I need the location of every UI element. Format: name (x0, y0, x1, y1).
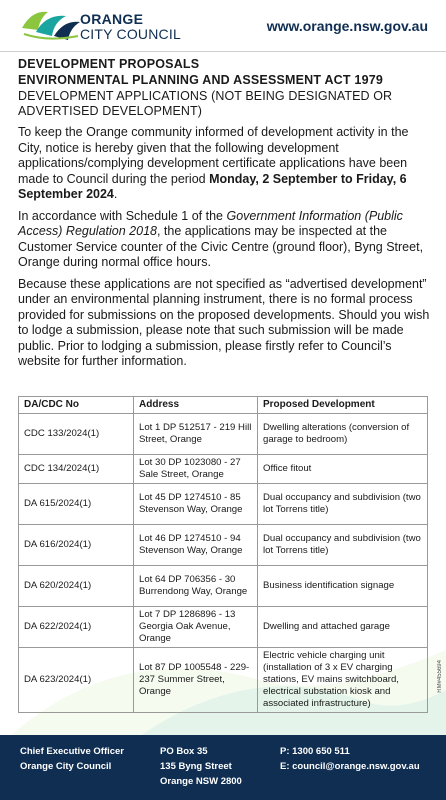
application-address: Lot 1 DP 512517 - 219 Hill Street, Orange (134, 414, 258, 455)
application-address: Lot 30 DP 1023080 - 27 Sale Street, Orange (134, 455, 258, 484)
website-link[interactable]: www.orange.nsw.gov.au (266, 18, 428, 34)
table-row (19, 607, 428, 648)
column-header-address: Address (134, 397, 258, 414)
application-number: DA 616/2024(1) (19, 525, 134, 566)
application-address: Lot 46 DP 1274510 - 94 Stevenson Way, Orange (134, 525, 258, 566)
paragraph-intro (18, 125, 430, 203)
proposed-development: Dwelling and attached garage (258, 607, 428, 648)
application-number: CDC 133/2024(1) (19, 414, 134, 455)
intro-end: . (113, 187, 118, 201)
footer-address (160, 744, 242, 789)
logo-text (80, 12, 181, 41)
act-heading: ENVIRONMENTAL PLANNING AND ASSESSMENT ACT 1979 (18, 73, 384, 87)
table-row (19, 525, 428, 566)
signatory-org: Orange City Council (20, 761, 112, 772)
paragraph-submissions: Because these applications are not specified as “advertised development” under an environmental planning instrument, there is no formal process provided for submissions on the proposed developments. Should you wish to lodge a submission, please note that such submission will be made public. Prior to lodging a submission, please firstly refer to Council’s website for further information. (18, 276, 430, 368)
phone-number[interactable]: P: 1300 650 511 (280, 746, 350, 757)
application-address: Lot 64 DP 706356 - 30 Burrendong Way, Orange (134, 566, 258, 607)
footer-signatory (20, 744, 124, 774)
proposed-development: Dwelling alterations (conversion of garage to bedroom) (258, 414, 428, 455)
footer-contact (280, 744, 420, 774)
notice-period: Monday, 2 September to Friday, 6 September 2024 (18, 171, 407, 201)
header (0, 0, 446, 52)
regulation-name: Government Information (Public Access) Regulation 2018 (18, 208, 403, 238)
notice-heading: DEVELOPMENT PROPOSALS (18, 57, 200, 71)
email-address[interactable]: E: council@orange.nsw.gov.au (280, 761, 420, 772)
logo-line-1: ORANGE (80, 11, 144, 27)
table-header-row (19, 397, 428, 414)
proposed-development: Business identification signage (258, 566, 428, 607)
proposed-development: Office fitout (258, 455, 428, 484)
column-header-number: DA/CDC No (19, 397, 134, 414)
suburb-postcode: Orange NSW 2800 (160, 776, 242, 787)
inspection-end: , the applications may be inspected at the Customer Service counter of the Civic Centre (ground floor), Byng Street, Orange during normal office hours. (18, 224, 424, 269)
table-row (19, 566, 428, 607)
applications-table-wrapper (18, 396, 428, 713)
table-row (19, 648, 428, 713)
application-number: CDC 134/2024(1) (19, 455, 134, 484)
proposed-development: Electric vehicle charging unit (installation of 3 x EV charging stations, EV mains switchboard, electrical substation kiosk and associated infrastructure) (258, 648, 428, 713)
po-box: PO Box 35 (160, 746, 208, 757)
intro-text: To keep the Orange community informed of development activity in the City, notice is hereby given that the following development applications/complying development certificate applications have been made to Council during the period (18, 125, 409, 186)
notice-body (18, 56, 430, 370)
application-address: Lot 7 DP 1286896 - 13 Georgia Oak Avenue, Orange (134, 607, 258, 648)
applications-table (18, 396, 428, 713)
application-address: Lot 87 DP 1005548 - 229-237 Summer Street, Orange (134, 648, 258, 713)
paragraph-inspection (18, 209, 430, 271)
column-header-development: Proposed Development (258, 397, 428, 414)
application-number: DA 615/2024(1) (19, 484, 134, 525)
proposed-development: Dual occupancy and subdivision (two lot Torrens title) (258, 525, 428, 566)
reference-code: RM#455694 (437, 660, 443, 693)
logo-line-2: CITY COUNCIL (80, 26, 181, 42)
table-row (19, 455, 428, 484)
application-number: DA 622/2024(1) (19, 607, 134, 648)
application-address: Lot 45 DP 1274510 - 85 Stevenson Way, Orange (134, 484, 258, 525)
inspection-start: In accordance with Schedule 1 of the (18, 208, 227, 223)
notice-subheading: DEVELOPMENT APPLICATIONS (NOT BEING DESIGNATED OR ADVERTISED DEVELOPMENT) (18, 89, 393, 118)
footer (0, 735, 446, 800)
street-address: 135 Byng Street (160, 761, 232, 772)
table-row (19, 484, 428, 525)
application-number: DA 623/2024(1) (19, 648, 134, 713)
signatory-title: Chief Executive Officer (20, 746, 125, 757)
table-row (19, 414, 428, 455)
application-number: DA 620/2024(1) (19, 566, 134, 607)
proposed-development: Dual occupancy and subdivision (two lot Torrens title) (258, 484, 428, 525)
